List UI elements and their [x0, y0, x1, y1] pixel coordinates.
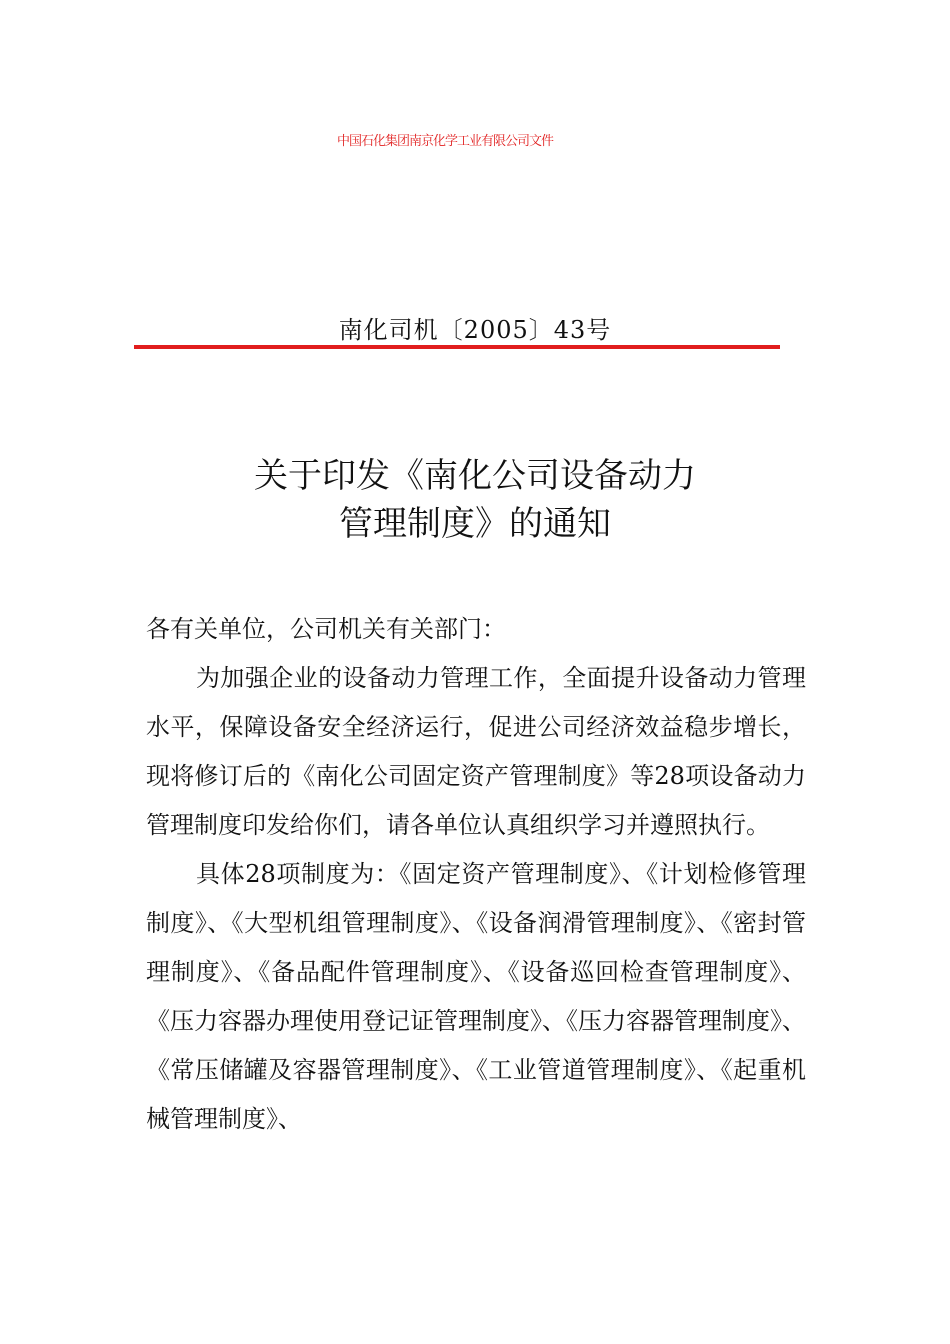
salutation: 各有关单位，公司机关有关部门：	[146, 615, 506, 643]
document-title	[0, 452, 950, 548]
paragraph-regulation-list: 具体28项制度为：《固定资产管理制度》、《计划检修管理制度》、《大型机组管理制度》、《设备润滑管理制度》、《密封管理制度》、《备品配件管理制度》、《设备巡回检查管理制度》、《压力容器办理使用登记证管理制度》、《压力容器管理制度》、《常压储罐及容器管理制度》、《工业管道管理制度》、《起重机械管理制度》、	[146, 860, 806, 1133]
title-line-2: 管理制度》的通知	[339, 504, 611, 544]
organization-header: 中国石化集团南京化学工业有限公司文件	[337, 134, 554, 149]
document-body	[146, 605, 806, 1144]
red-divider	[134, 345, 780, 349]
paragraph-purpose: 为加强企业的设备动力管理工作，全面提升设备动力管理水平，保障设备安全经济运行，促进公司经济效益稳步增长，现将修订后的《南化公司固定资产管理制度》等28项设备动力管理制度印发给你们，请各单位认真组织学习并遵照执行。	[146, 664, 806, 839]
title-line-1: 关于印发《南化公司设备动力	[254, 456, 696, 496]
document-number: 南化司机〔2005〕43号	[338, 316, 612, 344]
